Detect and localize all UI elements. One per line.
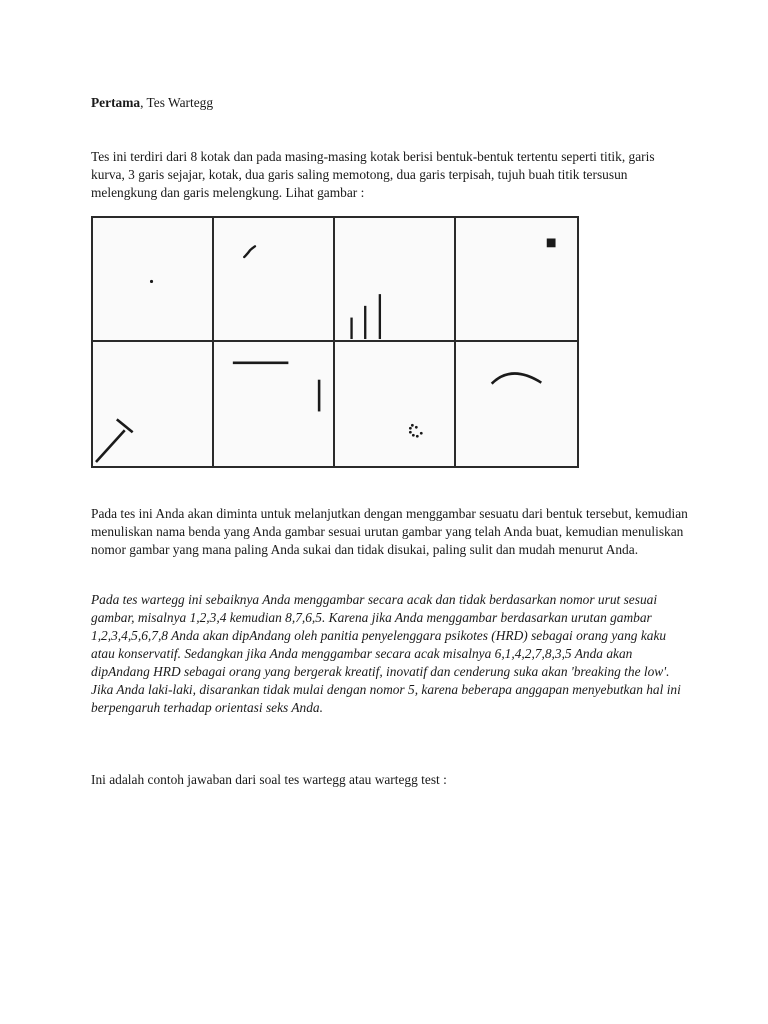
two-separate-lines-icon — [214, 342, 333, 466]
example-paragraph: Ini adalah contoh jawaban dari soal tes wartegg atau wartegg test : — [91, 772, 447, 787]
three-parallel-lines-icon — [335, 218, 454, 340]
wartegg-box-5 — [93, 342, 214, 466]
heading-bold: Pertama — [91, 95, 141, 110]
wartegg-box-3 — [335, 218, 456, 342]
wartegg-box-8 — [456, 342, 577, 466]
intro-paragraph: Tes ini terdiri dari 8 kotak dan pada masing-masing kotak berisi bentuk-bentuk tertentu seperti titik, garis kurva, 3 garis sejajar, kotak, dua garis saling memotong, dua garis terpisah, tujuh buah titik tersusun melengkung dan garis melengkung. Lihat gambar : — [91, 149, 655, 200]
curved-dots-icon — [335, 342, 454, 466]
wartegg-box-2 — [214, 218, 335, 342]
wartegg-box-4 — [456, 218, 577, 342]
dot-icon — [93, 218, 212, 340]
heading-rest: , Tes Wartegg — [140, 95, 214, 110]
small-square-icon — [456, 218, 577, 340]
arc-icon — [456, 342, 577, 466]
tip-paragraph: Pada tes wartegg ini sebaiknya Anda menggambar secara acak dan tidak berdasarkan nomor urut sesuai gambar, misalnya 1,2,3,4 kemudian 8,7,6,5. Karena jika Anda menggambar berdasarkan urutan gambar 1,2,3,4,5,6,7,8 Anda akan dipAndang oleh panitia penyelenggara psikotes (HRD) sebagai orang yang kaku atau konservatif. Sedangkan jika Anda menggambar secara acak misalnya 6,1,4,2,7,8,3,5 Anda akan dipAndang HRD sebagai orang yang bergerak kreatif, inovatif dan cenderung suka akan 'breaking the low'. Jika Anda laki-laki, disarankan tidak mulai dengan nomor 5, karena beberapa anggapan menyebutkan hal ini berpengaruh terhadap orientasi seks Anda. — [91, 592, 681, 715]
wartegg-box-1 — [93, 218, 214, 342]
wartegg-test-figure — [91, 216, 579, 468]
section-heading — [91, 94, 691, 112]
curve-line-icon — [214, 218, 333, 340]
crossing-lines-icon — [93, 342, 212, 466]
instructions-paragraph: Pada tes ini Anda akan diminta untuk melanjutkan dengan menggambar sesuatu dari bentuk tersebut, kemudian menuliskan nama benda yang Anda gambar sesuai urutan gambar yang telah Anda buat, kemudian menuliskan nomor gambar yang mana paling Anda sukai dan tidak disukai, paling sulit dan mudah menurut Anda. — [91, 506, 688, 557]
wartegg-box-7 — [335, 342, 456, 466]
wartegg-box-6 — [214, 342, 335, 466]
